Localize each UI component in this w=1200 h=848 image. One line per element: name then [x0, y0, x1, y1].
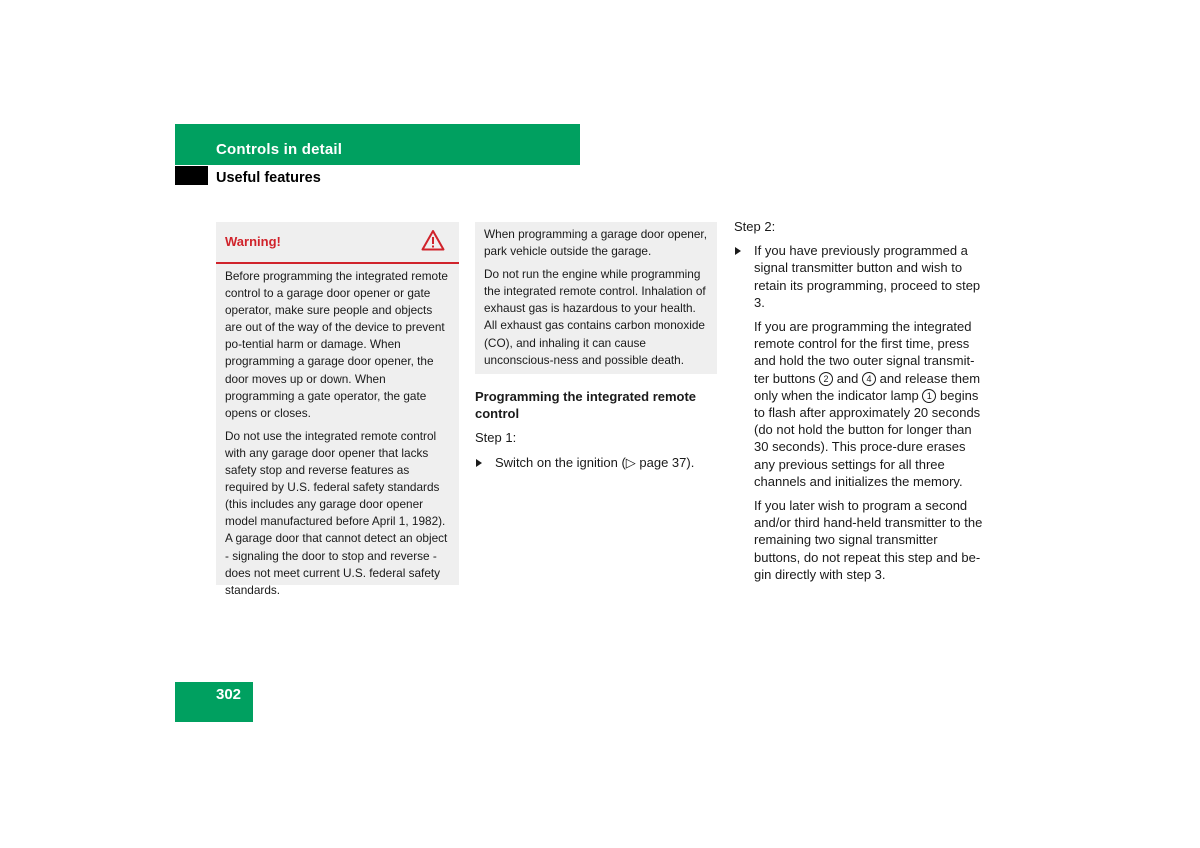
page-number-box [175, 682, 253, 722]
bullet-arrow-icon [735, 247, 741, 255]
ref-number-2: 2 [819, 372, 833, 386]
step1-instruction [475, 454, 715, 471]
section-title: Controls in detail [216, 141, 343, 158]
warning-triangle-icon [421, 229, 445, 251]
warning-box [216, 222, 459, 597]
warning-paragraph: Before programming the integrated remote control to a garage door opener or gate operator, make sure people and objects are out of the way of the device to prevent po-tential harm or damage. When programming a garage door opener, the door moves up or down. When programming a gate operator, the gate opens or closes. [225, 269, 448, 420]
warning-paragraph: A garage door that cannot detect an object - signaling the door to stop and reverse - does not meet current U.S. federal safety standards. [225, 531, 448, 597]
step2-label: Step 2: [734, 219, 776, 234]
bullet-arrow-icon [476, 459, 482, 467]
warning-paragraph: Do not use the integrated remote control with any garage door opener that lacks safety stop and reverse features as required by U.S. federal safety standards (this includes any garage door opener model manufactured before April 1, 1982). [225, 428, 446, 529]
programming-heading: Programming the integrated remote control [475, 389, 697, 422]
ref-number-4: 4 [862, 372, 876, 386]
notice-paragraph: Do not run the engine while programming the integrated remote control. Inhalation of exhaust gas is hazardous to your health. All exhaust gas contains carbon monoxide (CO), and inhaling it can cause unconscious-ness and possible death. [484, 267, 706, 367]
step2-first-time-paragraph [734, 318, 984, 490]
step2-later-paragraph: If you later wish to program a second and/or third hand-held transmitter to the remaining two signal transmitter buttons, do not repeat this step and be-gin directly with step 3. [754, 498, 983, 582]
warning-header [216, 222, 459, 264]
step1-text: Switch on the ignition (▷ page 37). [495, 454, 695, 470]
text-run: If you are programming the integrated remote control for the first time, press and hold the two outer signal transmit-ter buttons [754, 319, 975, 386]
step2-text: If you have previously programmed a signal transmitter button and wish to retain its programming, proceed to step 3. [754, 243, 981, 310]
notice-paragraph: When programming a garage door opener, park vehicle outside the garage. [484, 227, 707, 259]
page-number: 302 [216, 686, 242, 703]
step1-label: Step 1: [475, 430, 517, 446]
text-run: and [836, 370, 859, 386]
step2-instruction [734, 242, 984, 311]
ref-number-1: 1 [922, 389, 936, 403]
section-tab-marker [175, 166, 208, 185]
text-run: and release them only when the indicator lamp [754, 370, 981, 403]
notice-box [475, 222, 717, 374]
step2-column [734, 218, 984, 590]
programming-column [475, 388, 715, 478]
warning-label: Warning! [225, 234, 281, 249]
subsection-title: Useful features [216, 170, 321, 186]
warning-body [216, 264, 459, 599]
text-run: begins to flash after approximately 20 seconds (do not hold the button for longer than 30 seconds). This proce-dure erases any previous settings for all three channels and initializes the memory. [754, 387, 981, 489]
